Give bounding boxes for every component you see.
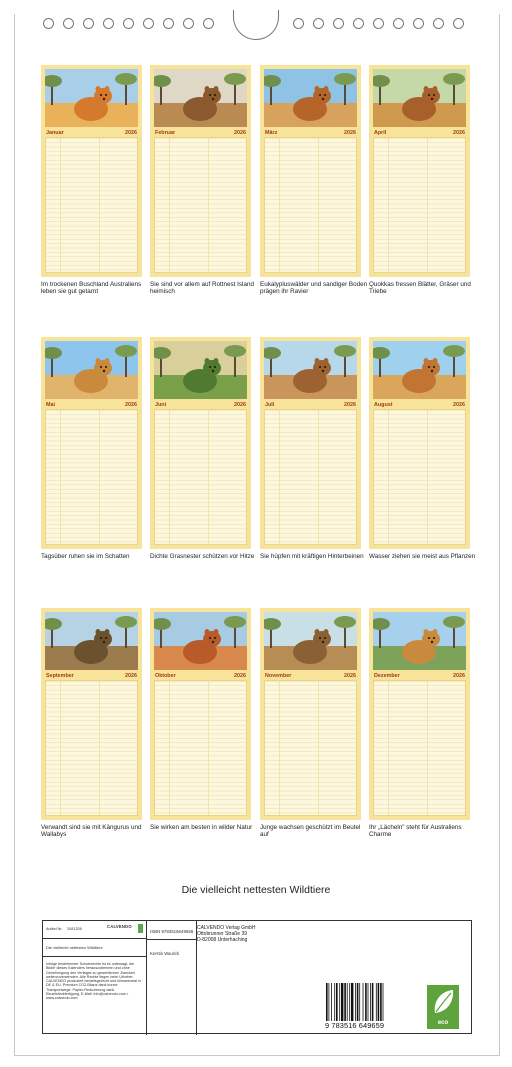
binding-rings bbox=[0, 16, 512, 32]
binding-ring bbox=[163, 18, 174, 29]
month-header bbox=[264, 128, 357, 137]
month-year: 2026 bbox=[453, 672, 465, 679]
imprint-left-column bbox=[43, 921, 147, 1035]
month-name: Mai bbox=[46, 401, 55, 408]
month-caption: Junge wachsen geschützt im Beutel auf bbox=[260, 824, 361, 839]
author: Kerstin Waurick bbox=[150, 951, 180, 956]
month-header bbox=[373, 400, 466, 409]
imprint-title: Die vielleicht nettesten Wildtiere bbox=[46, 945, 103, 950]
binding-ring bbox=[203, 18, 214, 29]
day-grid bbox=[264, 409, 357, 545]
publisher-line: CALVENDO Verlag GmbH bbox=[197, 925, 256, 931]
publisher-line: Ottobrunner Straße 39 bbox=[197, 931, 248, 937]
month-header bbox=[373, 128, 466, 137]
binding-ring bbox=[353, 18, 364, 29]
imprint-right-column bbox=[197, 921, 473, 1035]
binding-ring bbox=[333, 18, 344, 29]
article-row bbox=[43, 921, 146, 939]
day-grid bbox=[45, 137, 138, 273]
month-photo bbox=[264, 612, 357, 670]
month-caption: Verwandt sind sie mit Kängurus und Wallabys bbox=[41, 824, 142, 839]
month-year: 2026 bbox=[234, 672, 246, 679]
month-header bbox=[264, 400, 357, 409]
isbn: ISBN 9783516649659 bbox=[150, 929, 194, 934]
month-name: Dezember bbox=[374, 672, 400, 679]
binding-ring bbox=[43, 18, 54, 29]
month-card bbox=[260, 337, 361, 549]
month-header bbox=[154, 400, 247, 409]
month-name: August bbox=[374, 401, 393, 408]
binding-ring bbox=[413, 18, 424, 29]
month-header bbox=[154, 671, 247, 680]
month-name: März bbox=[265, 129, 278, 136]
month-name: Januar bbox=[46, 129, 64, 136]
month-photo bbox=[154, 69, 247, 127]
binding-ring bbox=[453, 18, 464, 29]
binding-ring bbox=[373, 18, 384, 29]
month-year: 2026 bbox=[453, 129, 465, 136]
month-caption: Dichte Grasnester schützen vor Hitze bbox=[150, 553, 255, 560]
month-header bbox=[45, 400, 138, 409]
publisher-line: D-82008 Unterhaching bbox=[197, 937, 248, 943]
binding-ring bbox=[293, 18, 304, 29]
month-card bbox=[260, 65, 361, 277]
day-grid bbox=[264, 137, 357, 273]
month-photo bbox=[45, 69, 138, 127]
month-name: November bbox=[265, 672, 292, 679]
month-caption: Sie wirken am besten in wilder Natur bbox=[150, 824, 253, 831]
month-year: 2026 bbox=[125, 672, 137, 679]
binding-ring bbox=[83, 18, 94, 29]
month-card bbox=[150, 608, 251, 820]
month-photo bbox=[154, 341, 247, 399]
month-year: 2026 bbox=[344, 401, 356, 408]
binding-ring bbox=[393, 18, 404, 29]
barcode bbox=[325, 983, 405, 1021]
day-grid bbox=[45, 680, 138, 816]
leaf-icon bbox=[427, 985, 459, 1019]
day-grid bbox=[373, 137, 466, 273]
calvendo-logo-word: CALVENDO bbox=[107, 924, 132, 929]
month-card bbox=[41, 608, 142, 820]
month-name: September bbox=[46, 672, 74, 679]
month-header bbox=[154, 128, 247, 137]
month-card bbox=[369, 65, 470, 277]
imprint-middle-column bbox=[147, 921, 197, 1035]
month-card bbox=[369, 337, 470, 549]
binding-ring bbox=[183, 18, 194, 29]
divider bbox=[147, 939, 197, 940]
logo-stripe bbox=[138, 924, 143, 933]
day-grid bbox=[264, 680, 357, 816]
month-caption: Tagsüber ruhen sie im Schatten bbox=[41, 553, 130, 560]
month-name: Juni bbox=[155, 401, 167, 408]
binding-ring bbox=[103, 18, 114, 29]
month-year: 2026 bbox=[234, 129, 246, 136]
month-caption: Wasser ziehen sie meist aus Pflanzen bbox=[369, 553, 476, 560]
month-photo bbox=[373, 69, 466, 127]
barcode-number: 9 783516 649659 bbox=[325, 1021, 385, 1030]
month-name: Februar bbox=[155, 129, 176, 136]
month-caption: Eukalypluswälder und sandiger Boden prägen ihr Ravier bbox=[260, 281, 368, 296]
month-header bbox=[45, 671, 138, 680]
binding-ring bbox=[433, 18, 444, 29]
binding-ring bbox=[123, 18, 134, 29]
month-year: 2026 bbox=[125, 401, 137, 408]
month-header bbox=[264, 671, 357, 680]
month-photo bbox=[264, 341, 357, 399]
binding-ring bbox=[143, 18, 154, 29]
month-caption: Im trockenen Buschland Australiens leben sie gut getarnt bbox=[41, 281, 142, 296]
month-caption: Sie sind vor allem auf Rottnest Island heimisch bbox=[150, 281, 254, 296]
month-card bbox=[41, 337, 142, 549]
day-grid bbox=[45, 409, 138, 545]
month-card bbox=[150, 65, 251, 277]
imprint-box bbox=[42, 920, 472, 1034]
month-card bbox=[260, 608, 361, 820]
calendar-title: Die vielleicht nettesten Wildtiere bbox=[181, 884, 331, 896]
month-year: 2026 bbox=[125, 129, 137, 136]
month-photo bbox=[154, 612, 247, 670]
title-row bbox=[43, 939, 146, 957]
month-name: Oktober bbox=[155, 672, 176, 679]
month-name: Juli bbox=[265, 401, 275, 408]
month-caption: Ihr „Lächeln" steht für Australiens Charme bbox=[369, 824, 462, 839]
month-year: 2026 bbox=[234, 401, 246, 408]
month-photo bbox=[45, 612, 138, 670]
article-number: 2081326 bbox=[67, 927, 82, 931]
month-header bbox=[45, 128, 138, 137]
month-name: April bbox=[374, 129, 387, 136]
month-year: 2026 bbox=[453, 401, 465, 408]
month-header bbox=[373, 671, 466, 680]
binding-ring bbox=[313, 18, 324, 29]
month-card bbox=[41, 65, 142, 277]
month-card bbox=[150, 337, 251, 549]
day-grid bbox=[154, 137, 247, 273]
month-caption: Sie hüpfen mit kräftigen Hinterbeinen bbox=[260, 553, 364, 560]
month-photo bbox=[373, 612, 466, 670]
month-year: 2026 bbox=[344, 129, 356, 136]
day-grid bbox=[373, 680, 466, 816]
month-photo bbox=[373, 341, 466, 399]
eco-badge bbox=[427, 985, 459, 1029]
month-caption: Quokkas fressen Blätter, Gräser und Triebe bbox=[369, 281, 471, 296]
month-year: 2026 bbox=[344, 672, 356, 679]
month-photo bbox=[264, 69, 357, 127]
binding-ring bbox=[63, 18, 74, 29]
publisher-address bbox=[197, 925, 256, 943]
legal-notice: Infolge bestehender Schutzrechte ist es untersagt, die Bilder dieses Kalenders herauszutrennen und ohne Genehmigung des Verlages zu gewerblichen Zwecken weiterzuverwenden. Alle Rechte liegen beim Urheber. CALVENDO produziert bedarfsgerecht und klimaneutral in DE & EU. Premium CO2-Bilanz dank kurzer Transportwege. Papier-Reduzierung dank Einzelstückfertigung. E-Mail: info@calvendo.com • www.calvendo.com bbox=[46, 962, 142, 1001]
month-card bbox=[369, 608, 470, 820]
calvendo-logo bbox=[107, 924, 143, 935]
day-grid bbox=[154, 409, 247, 545]
month-photo bbox=[45, 341, 138, 399]
eco-label: eco bbox=[437, 1020, 449, 1026]
day-grid bbox=[373, 409, 466, 545]
article-label: Artikel Nr. bbox=[46, 927, 63, 931]
day-grid bbox=[154, 680, 247, 816]
